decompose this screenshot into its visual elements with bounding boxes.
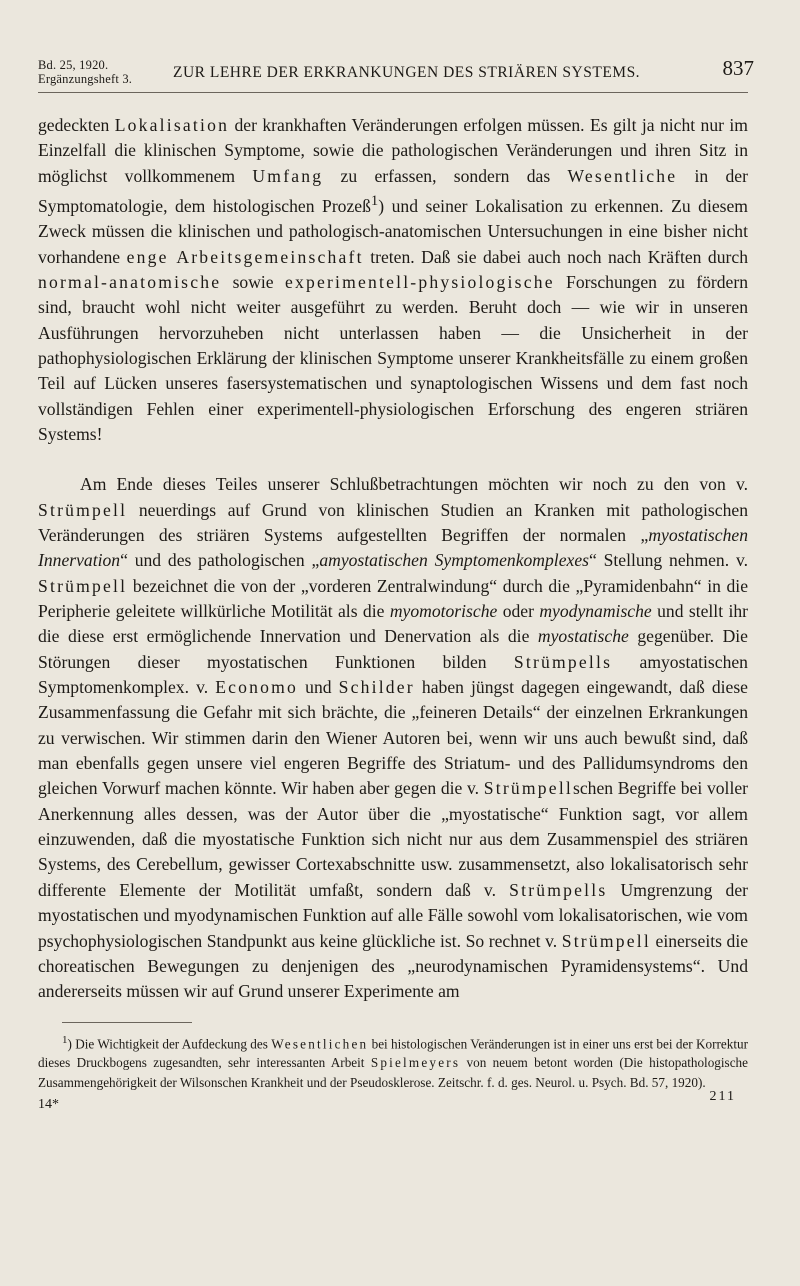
author-name: Schilder xyxy=(338,677,415,698)
author-name: Strümpells xyxy=(509,879,608,900)
spaced-emphasis: enge Arbeitsgemeinschaft xyxy=(126,246,364,267)
author-name: Strümpell xyxy=(483,778,573,799)
italic-term: myostatische xyxy=(537,626,629,647)
paragraph-1: gedeckten Lokalisation der krankhaften Veränderungen erfolgen müssen. Es gilt ja nicht nur im Einzelfall die klinischen Symptome, sowie die pathologischen Veränderungen und ihren Sitz in möglichst vollkommenem Umfang zu erfassen, sondern das Wesentliche in der Symptomatologie, dem histologischen Prozeß$^1$) und seiner Lokalisation zu erkennen. Zu diesem Zweck müssen die klinischen und pathologisch-anatomischen Untersuchungen in eine bisher nicht vorhandene enge Arbeitsgemeinschaft treten. Daß sie dabei auch noch nach Kräften durch normal-anatomische sowie experimentell-physiologische Forschungen zu fördern sind, braucht wohl nicht weiter ausgeführt zu werden. Beruht doch — wie wir in unseren Ausführungen hervorzuheben nicht unterlassen haben — die Unsicherheit in der pathophysiologischen Erklärung der klinischen Symptome unserer Krankheitsfälle zu einem großen Teil auf Lücken unseres fasersystematischen und synaptologischen Wissens und dem fast noch vollständigen Fehlen einer experimentell-physiologischen Erforschung des engeren striären Systems! xyxy=(38,115,749,444)
spaced-emphasis: Umfang xyxy=(252,165,324,186)
spaced-emphasis: Lokalisation xyxy=(114,115,230,135)
main-text xyxy=(38,113,748,1005)
page-footer xyxy=(38,1089,748,1119)
italic-term: amyostatischen Symptomenkomplexes xyxy=(319,550,589,571)
spaced-emphasis: Wesentlichen xyxy=(271,1035,369,1051)
author-name: Strümpell xyxy=(561,930,651,951)
running-header xyxy=(38,52,754,93)
footnote-marker: 1 xyxy=(62,1033,68,1046)
paragraph-2: Am Ende dieses Teiles unserer Schlußbetrachtungen möchten wir noch zu den von v. Strümpell neuerdings auf Grund von klinischen Studien an Kranken mit pathologischen Veränderungen des striären Systems aufgestellten Begriffen der normalen „myostatischen Innervation“ und des pathologischen „amyostatischen Symptomenkomplexes“ Stellung nehmen. v. Strümpell bezeichnet die von der „vorderen Zentralwindung“ durch die „Pyramidenbahn“ in die Peripherie geleitete willkürliche Motilität als die myomotorische oder myodynamische und stellt ihr die diese erst ermöglichende Innervation und Denervation als die myostatische gegenüber. Die Störungen dieser myostatischen Funktionen bilden Strümpells amyostatischen Symptomenkomplex. v. Economo und Schilder haben jüngst dagegen eingewandt, daß diese Zusammenfassung die Gefahr mit sich brächte, die „feineren Details“ der einzelnen Erkrankungen zu verwischen. Wir stimmen darin den Wiener Autoren bei, wenn wir uns auch bewußt sind, daß man ebenfalls gegen unsere viel engeren Begriffe des Striatum- und des Pallidumsyndroms den gleichen Vorwurf machen könnte. Wir haben aber gegen die v. Strümpellschen Begriffe bei voller Anerkennung alles dessen, was der Autor über die „myostatische“ Funktion sagt, vor allem einzuwenden, daß die myostatische Funktion sich nicht nur aus dem Zusammenspiel des striären Systems, des Cerebellum, gewisser Cortexabschnitte usw. zusammensetzt, also lokalisatorisch sehr differente Elemente der Motilität umfaßt, sondern daß v. Strümpells Umgrenzung der myostatischen und myodynamischen Funktion auf alle Fälle sowohl vom lokalisatorischen, wie vom psychophysiologischen Standpunkt aus keine glückliche ist. So rechnet v. Strümpell einerseits die choreatischen Bewegungen zu denjenigen des „neurodynamischen Pyramidensystems“. Und andererseits müssen wir auf Grund unserer Experimente am xyxy=(38,474,749,1002)
running-title: ZUR LEHRE DER ERKRANKUNGEN DES STRIÄREN SYSTEMS. xyxy=(173,64,641,81)
author-name: Spielmeyers xyxy=(370,1055,461,1071)
footnote-divider xyxy=(62,1022,192,1023)
author-name: Strümpells xyxy=(513,651,613,672)
spaced-emphasis: normal-anatomische xyxy=(38,271,222,292)
italic-term: myostatischen Innervation xyxy=(38,525,748,571)
spaced-emphasis: Wesentliche xyxy=(567,165,678,186)
author-name: Strümpell xyxy=(38,499,128,520)
spaced-emphasis: experimentell-physiologische xyxy=(284,271,555,292)
author-name: Strümpell xyxy=(38,575,128,596)
author-name: Economo xyxy=(215,677,299,698)
italic-term: myomotorische xyxy=(389,601,498,622)
volume-info: Bd. 25, 1920. xyxy=(38,58,109,72)
footnote-reference: 1 xyxy=(370,193,379,210)
italic-term: myodynamische xyxy=(539,601,652,622)
supplement-info: Ergänzungsheft 3. xyxy=(38,72,133,86)
page-number: 837 xyxy=(722,56,754,80)
journal-reference xyxy=(38,58,132,86)
signature-mark: 14* xyxy=(38,1097,59,1113)
folio-number: 211 xyxy=(709,1089,736,1105)
footnote: $^1$) Die Wichtigkeit der Aufdeckung des Wesentlichen bei histologischen Veränderungen ist in einer uns erst bei der Korrektur dieses Druckbogens zugesandten, sehr interessanten Arbeit Spielmeyers von neuem betont worden (Die histopathologische Zusammengehörigkeit der Wilsonschen Krankheit und der Pseudosklerose. Zeitschr. f. d. ges. Neurol. u. Psych. Bd. 57, 1920). xyxy=(38,1033,749,1090)
